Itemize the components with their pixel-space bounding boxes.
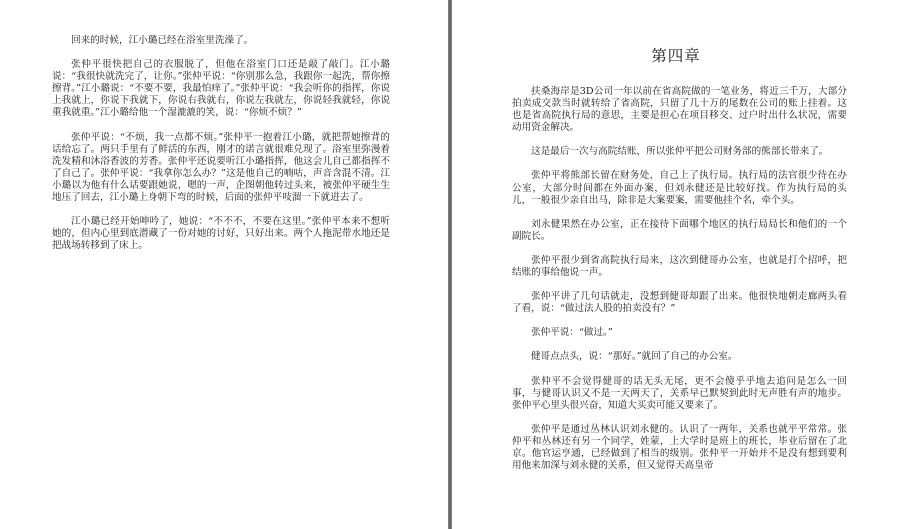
right-page [452, 0, 900, 529]
right-paragraph-7: 张仲平说：“做过。” [531, 327, 613, 339]
right-page-text [512, 86, 847, 484]
left-page-text [52, 35, 390, 264]
right-paragraph-8: 健哥点点头，说：“那好。”就回了自己的办公室。 [531, 351, 738, 363]
right-paragraph-9: 张仲平不会觉得健哥的话无头无尾，更不会傻乎乎地去追问是怎么一回事，与健哥认识又不是一天两天了，关系早已默契到此时无声胜有声的地步。张仲平心里头很兴奋，知道大买卖可能又要来了。 [512, 375, 847, 411]
right-paragraph-1: 扶桑海岸是3D公司一年以前在省高院做的一笔业务，将近三千万，大部分拍卖成交款当时就转给了省高院，只留了几十万的尾数在公司的账上挂着。这也是省高院执行局的意思，主要是担心在项目移交、过户时出什么状况，需要动用资金解决。 [512, 86, 847, 134]
right-paragraph-5: 张仲平很少到省高院执行局来，这次到健哥办公室，也就是打个招呼，把结账的事给他说一声。 [512, 254, 847, 279]
right-paragraph-2: 这是最后一次与高院结账，所以张仲平把公司财务部的熊部长带来了。 [531, 146, 829, 158]
left-paragraph-3: 张仲平说：“不烦，我一点都不烦。”张仲平一抱着江小璐，就把帮她擦背的话给忘了。两只手里有了鲜活的东西，刚才的诺言就很难兑现了。浴室里弥漫着洗发精和沐浴香波的芳香。张仲平还说要听江小璐指挥，他这会儿自己都指挥不了自己了。张仲平说：“我拿你怎么办？”这是他自己的喃咕，声音含混不清。江小璐以为他有什么话要跟她说，嗯的一声，企图朝他转过头来，被张仲平硬生生地压了回去，江小璐上身朝下弯的时候，后面的张仲平吱溜一下就进去了。 [52, 131, 390, 204]
right-paragraph-10: 张仲平是通过丛林认识刘永健的。认识了一两年，关系也就平平常常。张仲平和丛林还有另一个同学，姓蒙，上大学时是班上的班长，毕业后留在了北京。他官运亨通，已经做到了相当的级别。张仲平一开始并不是没有想到要利用他来加深与刘永健的关系，但又觉得天高皇帝 [512, 423, 847, 472]
right-paragraph-6: 张仲平讲了几句话就走，没想到健哥却跟了出来。他很快地朝走廊两头看了看，说：“做过法人股的拍卖没有？” [512, 291, 847, 315]
right-paragraph-4: 刘永健果然在办公室，正在接待下面哪个地区的执行局局长和他们的一个副院长。 [512, 218, 847, 242]
chapter-title: 第四章 [651, 47, 701, 65]
left-paragraph-1: 回来的时候，江小璐已经在浴室里洗澡了。 [71, 35, 254, 46]
left-page [0, 0, 448, 529]
left-paragraph-2: 张仲平很快把自己的衣服脱了，但他在浴室门口还是敲了敲门。江小璐说：“我很快就洗完了，让你。”张仲平说：“你别那么急，我跟你一起洗，帮你擦擦背。”江小璐说：“不要不要，我最怕痒了。”张仲平说：“我会听你的指挥，你说上我就上，你说下我就下，你说右我就右，你说左我就左，你说轻我就轻，你说重我就重。”江小璐给他一个湿漉漉的笑，说：“你烦不烦？” [52, 59, 390, 119]
left-paragraph-4: 江小璐已经开始呻吟了，她说：“不不不，不要在这里。”张仲平本来不想听她的，但内心里到底潜藏了一份对她的讨好，只好出来。两个人拖泥带水地还是把战场转移到了床上。 [52, 216, 390, 252]
right-paragraph-3: 张仲平将熊部长留在财务处，自己上了执行局。执行局的法官很少待在办公室，大部分时间都在外面办案，但刘永健还是比较好找。作为执行局的头儿，一般很少亲自出马，除非是大案要案，需要他挂个名，牵个头。 [512, 170, 847, 206]
